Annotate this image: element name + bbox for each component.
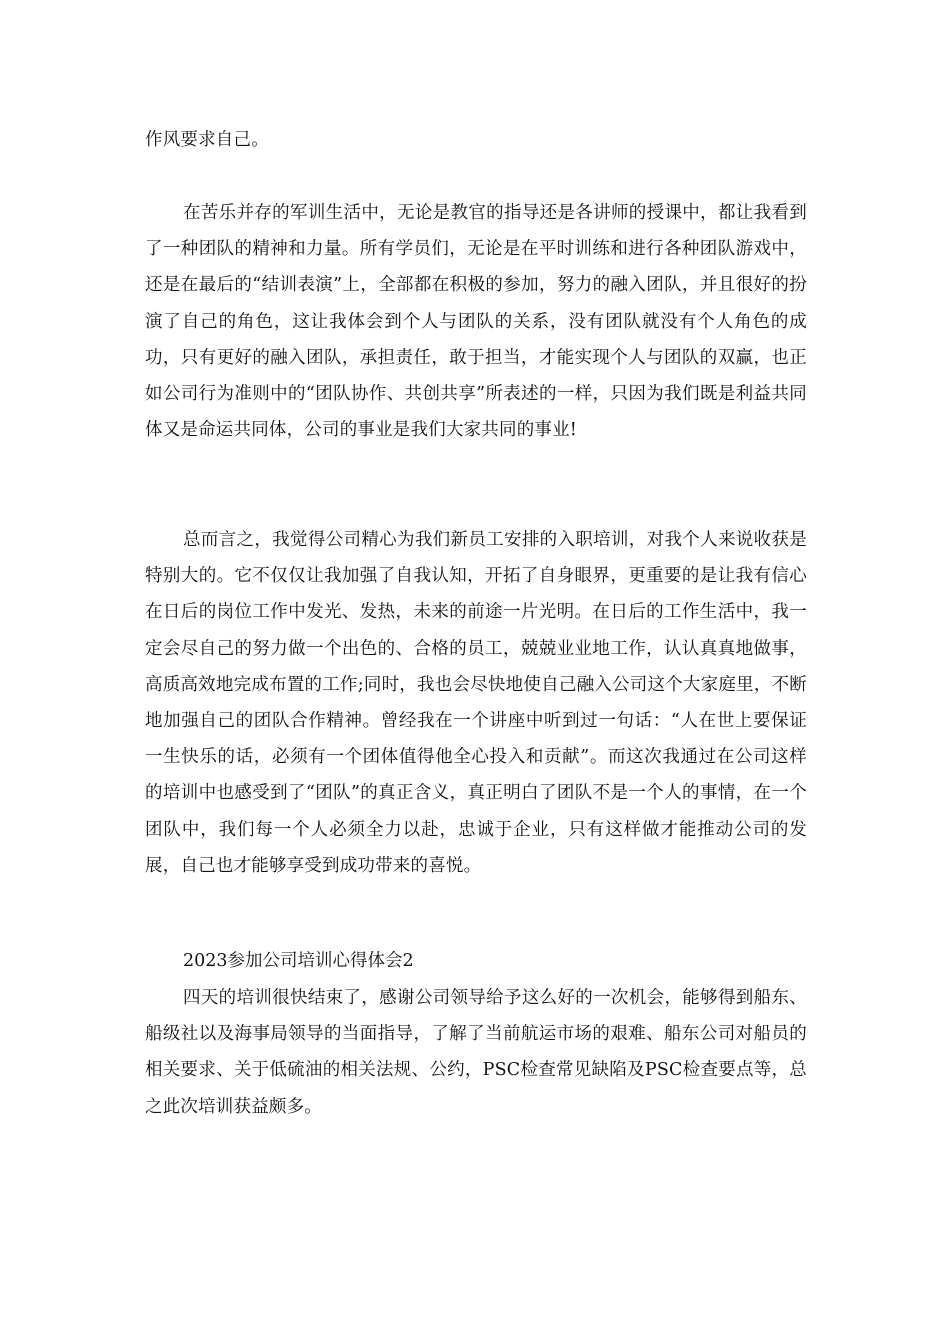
paragraph-continuation: 作风要求自己。 [145,130,269,150]
paragraph-training-reflection: 四天的培训很快结束了，感谢公司领导给予这么好的一次机会，能够得到船东、船级社以及海事局领导的当面指导，了解了当前航运市场的艰难、船东公司对船员的相关要求、关于低硫油的相关法规、公约，PSC检查常见缺陷及PSC检查要点等，总之此次培训获益颇多。 [145,988,807,1117]
paragraph-team-spirit: 在苦乐并存的军训生活中，无论是教官的指导还是各讲师的授课中，都让我看到了一种团队的精神和力量。所有学员们，无论是在平时训练和进行各种团队游戏中，还是在最后的“结训表演”上，全部都在积极的参加，努力的融入团队，并且很好的扮演了自己的角色，这让我体会到个人与团队的关系，没有团队就没有个人角色的成功，只有更好的融入团队，承担责任，敢于担当，才能实现个人与团队的双赢，也正如公司行为准则中的“团队协作、共创共享”所表述的一样，只因为我们既是利益共同体又是命运共同体，公司的事业是我们大家共同的事业! [145,203,807,441]
paragraph-summary: 总而言之，我觉得公司精心为我们新员工安排的入职培训，对我个人来说收获是特别大的。它不仅仅让我加强了自我认知，开拓了自身眼界，更重要的是让我有信心在日后的岗位工作中发光、发热，未来的前途一片光明。在日后的工作生活中，我一定会尽自己的努力做一个出色的、合格的员工，兢兢业业地工作，认认真真地做事，高质高效地完成布置的工作;同时，我也会尽快地使自己融入公司这个大家庭里，不断地加强自己的团队合作精神。曾经我在一个讲座中听到过一句话：“人在世上要保证一生快乐的话，必须有一个团体值得他全心投入和贡献”。而这次我通过在公司这样的培训中也感受到了“团队”的真正含义，真正明白了团队不是一个人的事情，在一个团队中，我们每一个人必须全力以赴，忠诚于企业，只有这样做才能推动公司的发展，自己也才能够享受到成功带来的喜悦。 [145,530,807,876]
section-heading: 2023参加公司培训心得体会2 [183,951,414,971]
